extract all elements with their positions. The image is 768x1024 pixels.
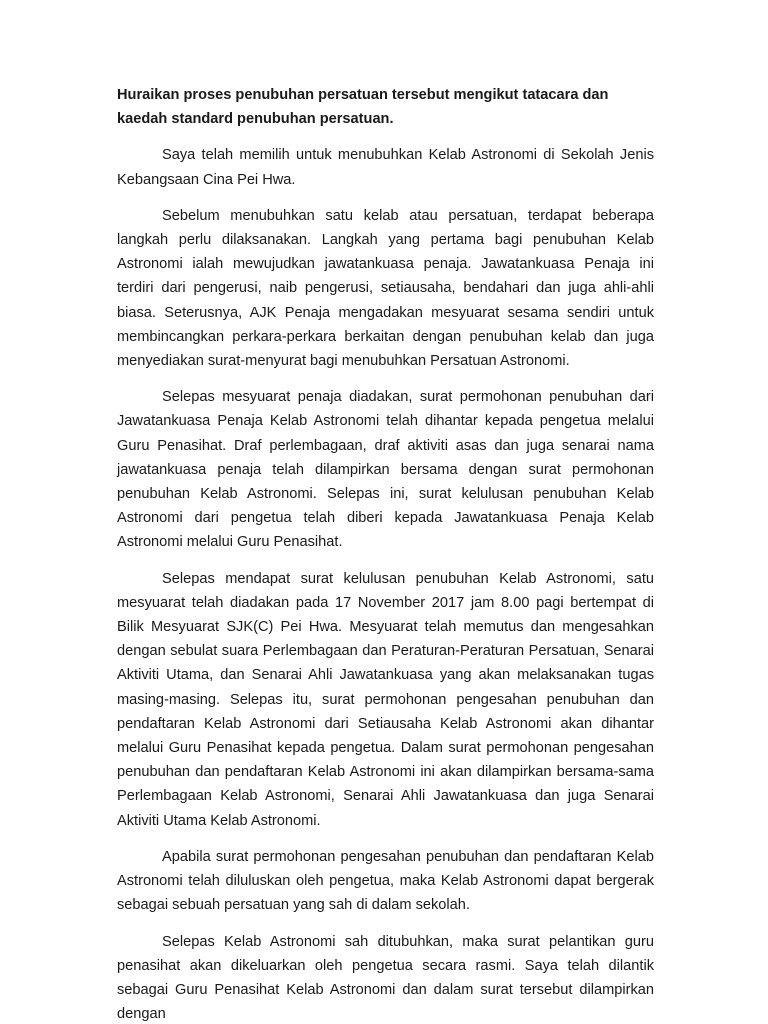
- question-heading: Huraikan proses penubuhan persatuan tersebut mengikut tatacara dan kaedah standard penubuhan persatuan.: [117, 87, 609, 128]
- paragraph-penaja: Sebelum menubuhkan satu kelab atau persatuan, terdapat beberapa langkah perlu dilaksanakan. Langkah yang pertama bagi penubuhan Kelab Astronomi ialah mewujudkan jawatankuasa penaja. Jawatankuasa Penaja ini terdiri dari pengerusi, naib pengerusi, setiausaha, bendahari dan juga ahli-ahli biasa. Seterusnya, AJK Penaja mengadakan mesyuarat sesama sendiri untuk membincangkan perkara-perkara berkaitan dengan penubuhan kelab dan juga menyediakan surat-menyurat bagi menubuhkan Persatuan Astronomi.: [117, 207, 654, 370]
- paragraph-permohonan: Selepas mesyuarat penaja diadakan, surat permohonan penubuhan dari Jawatankuasa Penaja Kelab Astronomi telah dihantar kepada pengetua melalui Guru Penasihat. Draf perlembagaan, draf aktiviti asas dan juga senarai nama jawatankuasa penaja telah dilampirkan bersama dengan surat permohonan penubuhan Kelab Astronomi. Selepas ini, surat kelulusan penubuhan Kelab Astronomi dari pengetua telah diberi kepada Jawatankuasa Penaja Kelab Astronomi melalui Guru Penasihat.: [117, 389, 654, 551]
- paragraph-pelantikan: Selepas Kelab Astronomi sah ditubuhkan, maka surat pelantikan guru penasihat akan dikeluarkan oleh pengetua secara rasmi. Saya telah dilantik sebagai Guru Penasihat Kelab Astronomi dan dalam surat tersebut dilampirkan dengan: [117, 933, 654, 1023]
- paragraph-mesyuarat: Selepas mendapat surat kelulusan penubuhan Kelab Astronomi, satu mesyuarat telah diadakan pada 17 November 2017 jam 8.00 pagi bertempat di Bilik Mesyuarat SJK(C) Pei Hwa. Mesyuarat telah memutus dan mengesahkan dengan sebulat suara Perlembagaan dan Peraturan-Peraturan Persatuan, Senarai Aktiviti Utama, dan Senarai Ahli Jawatankuasa yang akan melaksanakan tugas masing-masing. Selepas itu, surat permohonan pengesahan penubuhan dan pendaftaran Kelab Astronomi dari Setiausaha Kelab Astronomi akan dihantar melalui Guru Penasihat kepada pengetua. Dalam surat permohonan pengesahan penubuhan dan pendaftaran Kelab Astronomi ini akan dilampirkan bersama-sama Perlembagaan Kelab Astronomi, Senarai Ahli Jawatankuasa dan juga Senarai Aktiviti Utama Kelab Astronomi.: [117, 570, 654, 829]
- paragraph-kelulusan: Apabila surat permohonan pengesahan penubuhan dan pendaftaran Kelab Astronomi telah diluluskan oleh pengetua, maka Kelab Astronomi dapat bergerak sebagai sebuah persatuan yang sah di dalam sekolah.: [117, 848, 654, 914]
- paragraph-intro: Saya telah memilih untuk menubuhkan Kelab Astronomi di Sekolah Jenis Kebangsaan Cina Pei Hwa.: [117, 147, 654, 188]
- document-body: [117, 83, 654, 1024]
